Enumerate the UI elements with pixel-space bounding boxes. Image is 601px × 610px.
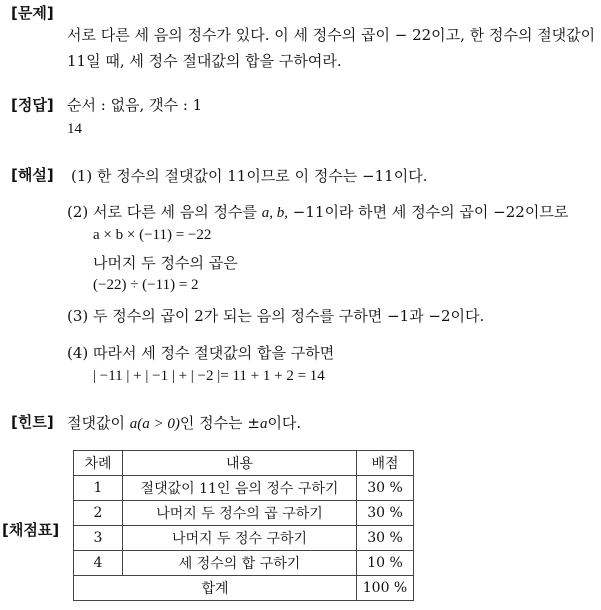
hint-text: [67, 412, 301, 433]
solution-step-1: (1) 한 정수의 절댓값이 11이므로 이 정수는 −11이다.: [71, 167, 428, 185]
problem-line-1: 서로 다른 세 음의 정수가 있다. 이 세 정수의 곱이 − 22이고, 한 정수의 절댓값이: [67, 26, 596, 44]
rubric-table: [73, 450, 414, 601]
problem-line-2: 11일 때, 세 정수 절대값의 합을 구하여라.: [67, 52, 342, 70]
hint-text-a: 절댓값이: [67, 414, 130, 432]
rubric-tag: [채점표]: [2, 521, 60, 539]
solution-step-2: [67, 201, 568, 222]
rubric-cell-score: 30 %: [357, 526, 414, 551]
rubric-header-row: [74, 451, 414, 476]
table-row: [74, 526, 414, 551]
equation-1: a × b × (−11) = −22: [93, 227, 212, 243]
hint-text-c: 이다.: [267, 414, 302, 432]
equation-2: (−22) ÷ (−11) = 2: [93, 277, 199, 293]
answer-value: 14: [67, 121, 82, 137]
rubric-total-label: 합계: [74, 576, 357, 601]
answer-line-1: 순서 : 없음, 갯수 : 1: [67, 96, 203, 114]
rubric-cell-content: 절댓값이 11인 음의 정수 구하기: [123, 476, 357, 501]
rubric-cell-score: 10 %: [357, 551, 414, 576]
problem-tag: [문제]: [11, 4, 54, 22]
rubric-header-order: 차례: [74, 451, 123, 476]
solution-step-2-text-b: −11이라 하면 세 정수의 곱이 −22이므로: [288, 203, 569, 221]
rest-product-label: 나머지 두 정수의 곱은: [93, 254, 238, 272]
solution-step-2-text-a: (2) 서로 다른 세 음의 정수를: [67, 203, 262, 221]
rubric-cell-order: 3: [74, 526, 123, 551]
rubric-header-content: 내용: [123, 451, 357, 476]
rubric-cell-order: 2: [74, 501, 123, 526]
hint-text-b: 인 정수는 ±: [179, 414, 260, 432]
hint-math: a(a > 0): [129, 416, 180, 432]
table-row: [74, 476, 414, 501]
rubric-cell-score: 30 %: [357, 501, 414, 526]
solution-tag: [해설]: [11, 166, 54, 184]
table-row: [74, 551, 414, 576]
rubric-cell-content: 세 정수의 합 구하기: [123, 551, 357, 576]
rubric-cell-content: 나머지 두 정수 구하기: [123, 526, 357, 551]
answer-tag: [정답]: [11, 96, 54, 114]
rubric-cell-score: 30 %: [357, 476, 414, 501]
table-row: [74, 501, 414, 526]
hint-tag: [힌트]: [11, 413, 54, 431]
hint-var: a: [259, 416, 268, 432]
rubric-cell-order: 1: [74, 476, 123, 501]
rubric-header-score: 배점: [357, 451, 414, 476]
rubric-total-value: 100 %: [357, 576, 414, 601]
rubric-total-row: [74, 576, 414, 601]
solution-step-2-vars: a, b,: [261, 205, 289, 221]
solution-step-4: (4) 따라서 세 정수 절댓값의 합을 구하면: [67, 344, 335, 362]
rubric-cell-order: 4: [74, 551, 123, 576]
rubric-cell-content: 나머지 두 정수의 곱 구하기: [123, 501, 357, 526]
equation-3: | −11 | + | −1 | + | −2 |= 11 + 1 + 2 = 14: [93, 368, 325, 384]
solution-step-3: (3) 두 정수의 곱이 2가 되는 음의 정수를 구하면 −1과 −2이다.: [67, 307, 485, 325]
